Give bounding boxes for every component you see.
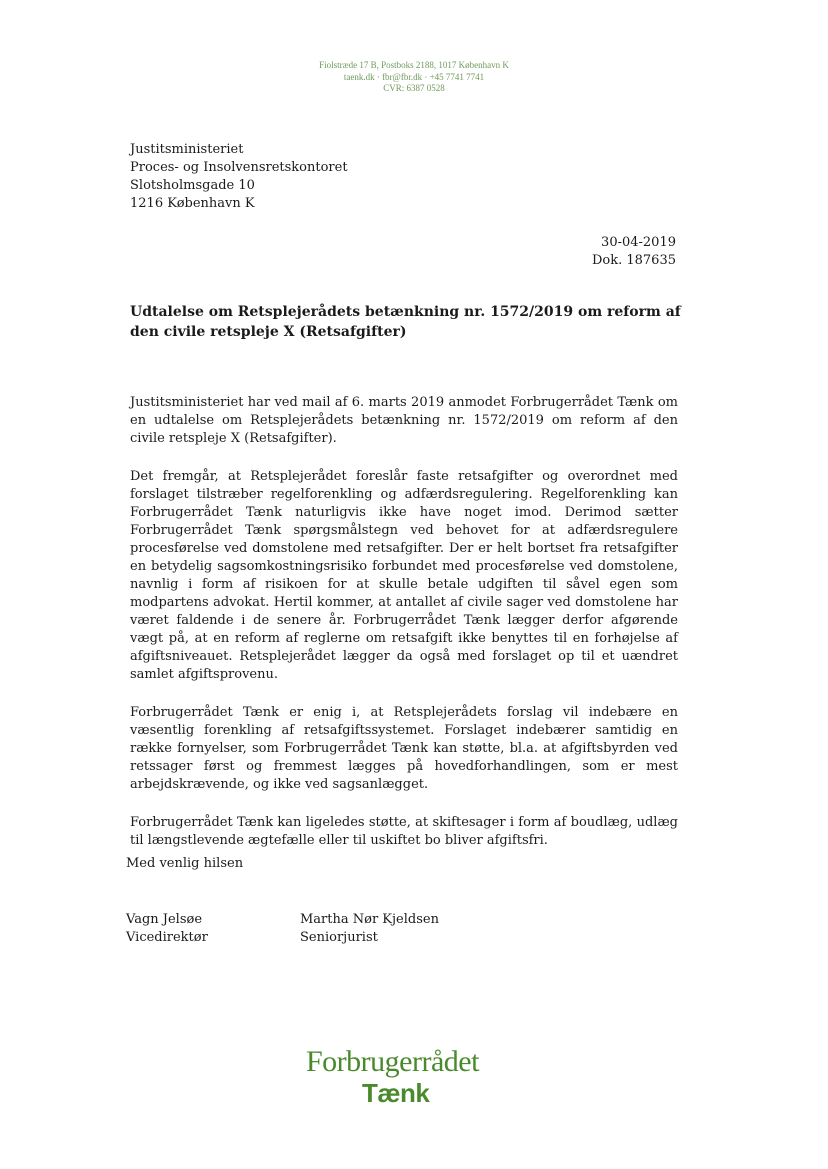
closing-salutation: Med venlig hilsen [126, 856, 244, 871]
document-date: 30-04-2019 [601, 235, 676, 250]
recipient-street: Slotsholmsgade 10 [130, 178, 255, 193]
signature-left [126, 911, 208, 947]
recipient-city: 1216 København K [130, 196, 255, 211]
body-paragraph: Forbrugerrådet Tænk kan ligeledes støtte, at skiftesager i form af boudlæg, udlæg til længstlevende ægtefælle eller til uskiftet bo bliver afgiftsfri. [130, 815, 678, 848]
letterhead-address: Fiolstræde 17 B, Postboks 2188, 1017 København K [319, 60, 509, 70]
signature-right [300, 911, 439, 947]
letterhead-cvr: CVR: 6387 0528 [383, 83, 445, 93]
recipient-department: Proces- og Insolvensretskontoret [130, 160, 348, 175]
body-paragraph: Det fremgår, at Retsplejerådet foreslår faste retsafgifter og overordnet med forslaget tilstræber regelforenkling og adfærdsregulering. Regelforenkling kan Forbrugerrådet Tænk naturligvis ikke have noget imod. Derimod sætter Forbrugerrådet Tænk spørgsmålstegn ved behovet for at adfærdsregulere procesførelse ved domstolene med retsafgifter. Der er helt bortset fra retsafgifter en betydelig sagsomkostningsrisiko forbundet med procesførelse ved domstolene, navnlig i form af risikoen for at skulle betale udgiften til såvel egen som modpartens advokat. Hertil kommer, at antallet af civile sager ved domstolene har været faldende i de senere år. Forbrugerrådet Tænk lægger derfor afgørende vægt på, at en reform af reglerne om retsafgift ikke benyttes til en forhøjelse af afgiftsniveauet. Retsplejerådet lægger da også med forslaget op til et uændret samlet afgiftsprovenu. [130, 469, 678, 682]
letter-title: Udtalelse om Retsplejerådets betænkning nr. 1572/2019 om reform af den civile retspleje X (Retsafgifter) [130, 304, 681, 340]
letterhead-contact: taenk.dk · fbr@fbr.dk · +45 7741 7741 [343, 71, 485, 82]
letter-body [130, 394, 678, 870]
logo-wordmark-top: Forbrugerrådet [306, 1045, 479, 1078]
document-number: Dok. 187635 [591, 253, 676, 268]
recipient-address [130, 141, 348, 213]
body-paragraph: Justitsministeriet har ved mail af 6. marts 2019 anmodet Forbrugerrådet Tænk om en udtalelse om Retsplejerådets betænkning nr. 1572/2019 om reform af den civile retspleje X (Retsafgifter). [130, 395, 678, 446]
signatory-name: Martha Nør Kjeldsen [300, 912, 439, 927]
logo-wordmark-bottom: Tænk [362, 1078, 430, 1108]
signatory-title: Seniorjurist [300, 930, 378, 945]
letterhead [0, 60, 828, 95]
document-meta [592, 234, 676, 270]
forbrugerraadet-taenk-logo [306, 1045, 506, 1107]
recipient-name: Justitsministeriet [130, 142, 244, 157]
signatory-name: Vagn Jelsøe [126, 912, 203, 927]
signatory-title: Vicedirektør [126, 930, 208, 945]
body-paragraph: Forbrugerrådet Tænk er enig i, at Retsplejerådets forslag vil indebære en væsentlig forenkling af retsafgiftssystemet. Forslaget indebærer samtidig en række fornyelser, som Forbrugerrådet Tænk kan støtte, bl.a. at afgiftsbyrden ved retssager først og fremmest lægges på hovedforhandlingen, som er mest arbejdskrævende, og ikke ved sagsanlægget. [130, 705, 678, 792]
